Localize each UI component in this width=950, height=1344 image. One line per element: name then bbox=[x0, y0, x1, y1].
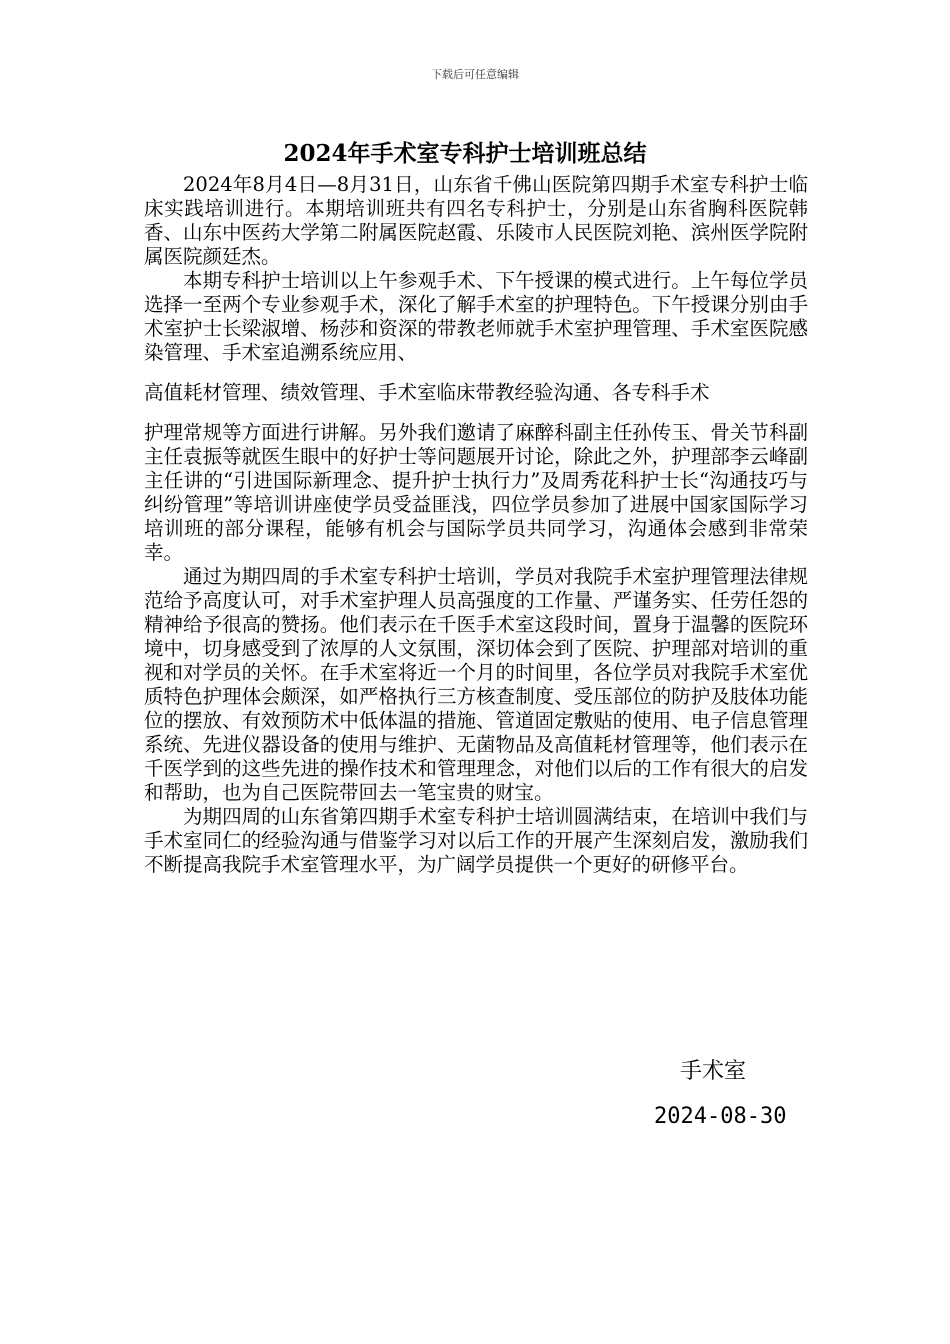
paragraph-training-mode-cont2: 护理常规等方面进行讲解。另外我们邀请了麻醉科副主任孙传玉、骨关节科副主任袁振等就医生眼中的好护士等问题展开讨论，除此之外，护理部李云峰副主任讲的“引进国际新理念、提升护士执行力”及周秀花科护士长“沟通技巧与纠纷管理”等培训讲座使学员受益匪浅，四位学员参加了进展中国家国际学习培训班的部分课程，能够有机会与国际学员共同学习，沟通体会感到非常荣幸。 bbox=[144, 421, 808, 564]
paragraph-feedback: 通过为期四周的手术室专科护士培训，学员对我院手术室护理管理法律规范给予高度认可，对手术室护理人员高强度的工作量、严谨务实、任劳任怨的精神给予很高的赞扬。他们表示在千医手术室这段时间，置身于温馨的医院环境中，切身感受到了浓厚的人文氛围，深切体会到了医院、护理部对培训的重视和对学员的关怀。在手术室将近一个月的时间里，各位学员对我院手术室优质特色护理体会颇深，如严格执行三方核查制度、受压部位的防护及肢体功能位的摆放、有效预防术中低体温的措施、管道固定敷贴的使用、电子信息管理系统、先进仪器设备的使用与维护、无菌物品及高值耗材管理等，他们表示在千医学到的这些先进的操作技术和管理理念，对他们以后的工作有很大的启发和帮助，也为自己医院带回去一笔宝贵的财宝。 bbox=[144, 565, 808, 804]
header-note: 下载后可任意编辑 bbox=[431, 68, 519, 81]
paragraph-intro: 2024年8月4日—8月31日，山东省千佛山医院第四期手术室专科护士临床实践培训进行。本期培训班共有四名专科护士，分别是山东省胸科医院韩香、山东中医药大学第二附属医院赵霞、乐陵市人民医院刘艳、滨州医学院附属医院颜廷杰。 bbox=[144, 173, 808, 268]
document-title: 2024年手术室专科护士培训班总结 bbox=[283, 140, 647, 167]
paragraph-training-mode: 本期专科护士培训以上午参观手术、下午授课的模式进行。上午每位学员选择一至两个专业参观手术，深化了解手术室的护理特色。下午授课分别由手术室护士长梁淑增、杨莎和资深的带教老师就手术室护理管理、手术室医院感染管理、手术室追溯系统应用、 bbox=[144, 269, 808, 364]
paragraph-conclusion: 为期四周的山东省第四期手术室专科护士培训圆满结束，在培训中我们与手术室同仁的经验沟通与借鉴学习对以后工作的开展产生深刻启发，激励我们不断提高我院手术室管理水平，为广阔学员提供一个更好的研修平台。 bbox=[144, 805, 808, 876]
signature-department: 手术室 bbox=[680, 1059, 747, 1084]
document-body bbox=[144, 173, 808, 877]
paragraph-training-mode-cont: 高值耗材管理、绩效管理、手术室临床带教经验沟通、各专科手术 bbox=[144, 381, 710, 404]
signature-date: 2024-08-30 bbox=[654, 1104, 787, 1129]
